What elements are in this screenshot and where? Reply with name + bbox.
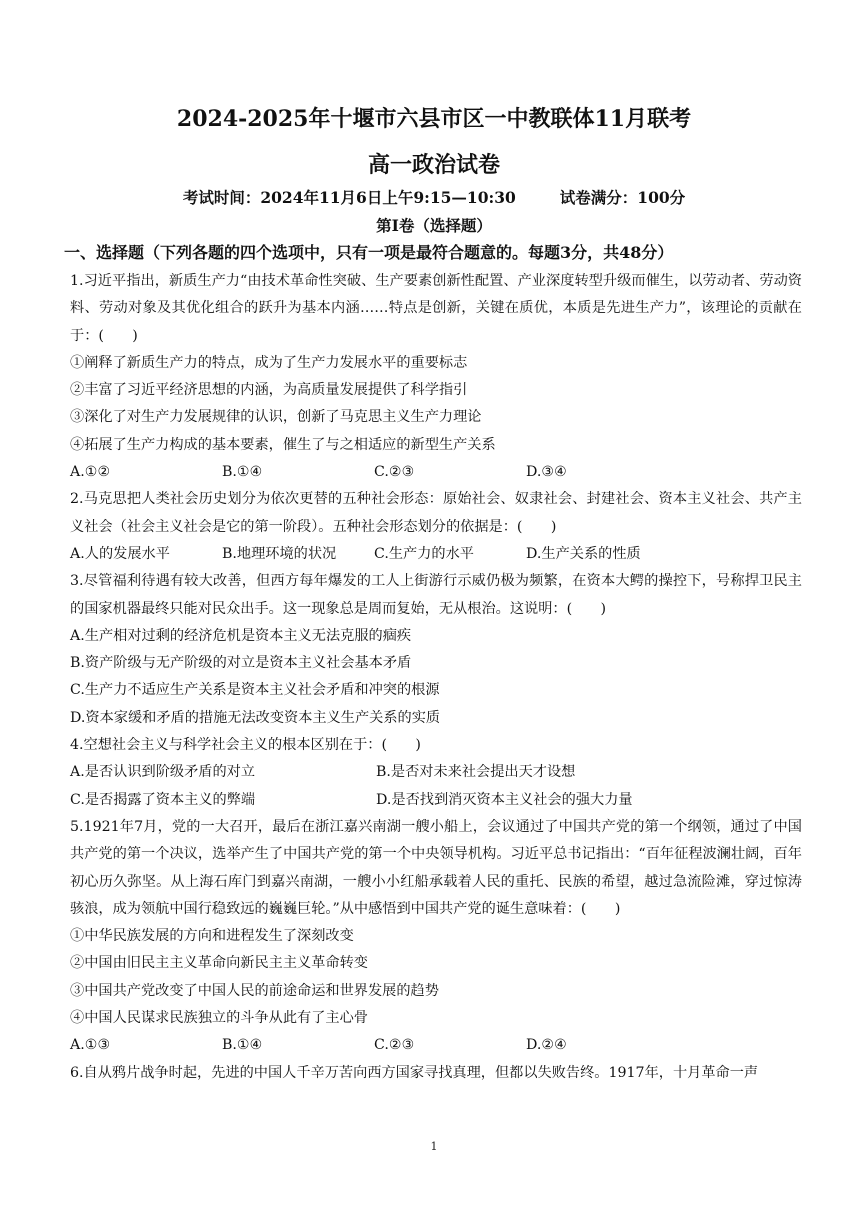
question-2-options: [70, 541, 802, 568]
question-2-option-b: B.地理环境的状况: [222, 545, 337, 562]
question-4-option-c: C.是否揭露了资本主义的弊端: [70, 791, 256, 808]
question-1-item-1: ①阐释了新质生产力的特点，成为了生产力发展水平的重要标志: [70, 354, 468, 371]
question-3-stem: 3.尽管福利待遇有较大改善，但西方每年爆发的工人上街游行示威仍极为频繁，在资本大鳄的操控下，号称捍卫民主的国家机器最终只能对民众出手。这一现象总是周而复始，无从根治。这说明：( ): [70, 573, 802, 617]
volume-heading: 第Ⅰ卷（选择题）: [376, 216, 492, 235]
question-1-item-4: ④拓展了生产力构成的基本要素，催生了与之相适应的新型生产关系: [70, 436, 496, 453]
question-4-stem: 4.空想社会主义与科学社会主义的根本区别在于：( ): [70, 737, 421, 754]
question-3-option-a: A.生产相对过剩的经济危机是资本主义无法克服的痼疾: [70, 627, 412, 644]
question-4-option-a: A.是否认识到阶级矛盾的对立: [70, 764, 256, 781]
section-heading: 一、选择题（下列各题的四个选项中，只有一项是最符合题意的。每题3分，共48分）: [64, 243, 674, 262]
question-5-option-b: B.①④: [222, 1037, 263, 1054]
question-4-options-row-2: [70, 787, 802, 814]
exam-info: [0, 186, 868, 208]
question-1-option-d: D.③④: [526, 464, 567, 481]
question-1-stem: 1.习近平指出，新质生产力“由技术革命性突破、生产要素创新性配置、产业深度转型升级而催生，以劳动者、劳动资料、劳动对象及其优化组合的跃升为基本内涵……特点是创新，关键在质优，本质是先进生产力”，该理论的贡献在于：( ): [70, 273, 802, 344]
question-5-option-a: A.①③: [70, 1037, 111, 1054]
question-5-item-4: ④中国人民谋求民族独立的斗争从此有了主心骨: [70, 1010, 368, 1027]
question-3-option-b: B.资产阶级与无产阶级的对立是资本主义社会基本矛盾: [70, 655, 412, 672]
question-1-item-3: ③深化了对生产力发展规律的认识，创新了马克思主义生产力理论: [70, 409, 482, 426]
question-4-option-d: D.是否找到消灭资本主义社会的强大力量: [376, 791, 633, 808]
question-5-options: [70, 1032, 802, 1059]
page-number: 1: [430, 1140, 438, 1153]
question-1-item-2: ②丰富了习近平经济思想的内涵，为高质量发展提供了科学指引: [70, 382, 468, 399]
question-6-stem: 6.自从鸦片战争时起，先进的中国人千辛万苦向西方国家寻找真理，但都以失败告终。1917年，十月革命一声: [70, 1064, 759, 1081]
exam-time: 考试时间：2024年11月6日上午9:15—10:30: [182, 188, 516, 207]
question-2-option-a: A.人的发展水平: [70, 545, 170, 562]
question-4-option-b: B.是否对未来社会提出天才设想: [376, 764, 576, 781]
question-5-item-1: ①中华民族发展的方向和进程发生了深刻改变: [70, 928, 354, 945]
question-1-option-a: A.①②: [70, 464, 111, 481]
question-5-option-d: D.②④: [526, 1037, 567, 1054]
question-5-stem: 5.1921年7月，党的一大召开，最后在浙江嘉兴南湖一艘小船上，会议通过了中国共产党的第一个纲领，通过了中国共产党的第一个决议，选举产生了中国共产党的第一个中央领导机构。习近平总书记指出：“百年征程波澜壮阔，百年初心历久弥坚。从上海石库门到嘉兴南湖，一艘小小红船承载着人民的重托、民族的希望，越过急流险滩，穿过惊涛骇浪，成为领航中国行稳致远的巍巍巨轮。”从中感悟到中国共产党的诞生意味着：( ): [70, 818, 802, 917]
question-5-option-c: C.②③: [374, 1037, 415, 1054]
question-2-option-c: C.生产力的水平: [374, 545, 474, 562]
question-5-item-2: ②中国由旧民主主义革命向新民主主义革命转变: [70, 955, 368, 972]
question-2-stem: 2.马克思把人类社会历史划分为依次更替的五种社会形态：原始社会、奴隶社会、封建社会、资本主义社会、共产主义社会（社会主义社会是它的第一阶段）。五种社会形态划分的依据是：( ): [70, 491, 802, 535]
question-3-option-c: C.生产力不适应生产关系是资本主义社会矛盾和冲突的根源: [70, 682, 440, 699]
full-score: 试卷满分：100分: [559, 188, 686, 207]
questions-body: [70, 268, 802, 1087]
question-1-option-c: C.②③: [374, 464, 415, 481]
question-1-option-b: B.①④: [222, 464, 263, 481]
question-5-item-3: ③中国共产党改变了中国人民的前途命运和世界发展的趋势: [70, 982, 439, 999]
question-1-options: [70, 459, 802, 486]
question-4-options-row-1: [70, 759, 802, 786]
question-2-option-d: D.生产关系的性质: [526, 545, 641, 562]
exam-subtitle: 高一政治试卷: [367, 152, 500, 178]
exam-title: 2024-2025年十堰市六县市区一中教联体11月联考: [176, 106, 692, 132]
question-3-option-d: D.资本家缓和矛盾的措施无法改变资本主义生产关系的实质: [70, 709, 441, 726]
